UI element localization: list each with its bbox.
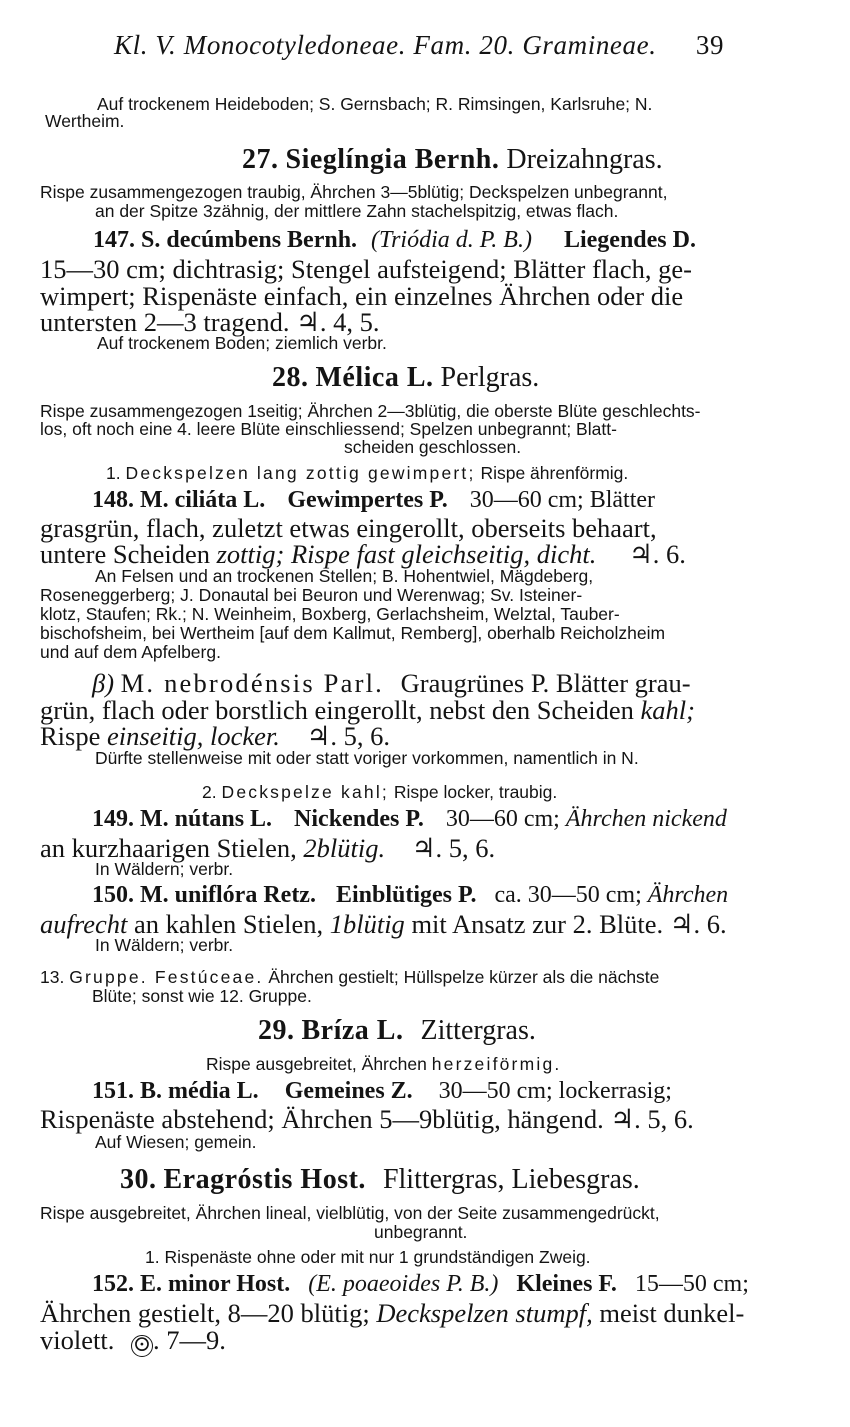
species-common-name: Gewimpertes P. — [287, 487, 448, 513]
text-span: . 7—9. — [152, 1325, 226, 1355]
text-line: los, oft noch eine 4. leere Blüte einschliessend; Spelzen unbegrannt; Blatt- — [40, 419, 617, 439]
key-number: 1. — [106, 463, 121, 483]
species-synonym: (Triódia d. P. B.) — [371, 227, 532, 253]
species-common-name: Liegendes D. — [563, 227, 696, 253]
species-description: 15—50 cm; — [634, 1271, 749, 1297]
text-span: violett. — [40, 1325, 115, 1355]
species-id: 147. S. decúmbens Bernh. — [93, 227, 358, 253]
text-span: Rispe — [40, 721, 101, 751]
text-line: In Wäldern; verbr. — [95, 935, 234, 955]
species-common-name: Kleines F. — [516, 1271, 617, 1297]
text-line: grasgrün, flach, zuletzt etwas eingerollt, oberseits behaart, — [40, 513, 657, 543]
text-span: an kahlen Stielen, — [133, 909, 324, 939]
species-heading-147 — [93, 227, 696, 254]
key-spaced-text: Deckspelzen lang zottig gewimpert; — [125, 463, 476, 483]
text-span-italic: 2blütig. — [303, 833, 386, 863]
species-heading-152 — [92, 1271, 749, 1298]
key-line-3: 1. Rispenäste ohne oder mit nur 1 grundständigen Zweig. — [145, 1247, 591, 1267]
text-line: bischofsheim, bei Wertheim [auf dem Kallmut, Remberg], oberhalb Reicholzheim — [40, 623, 666, 643]
text-line: untersten 2—3 tragend. ♃. 4, 5. — [40, 307, 380, 337]
genus-common-name: Perlgras. — [440, 362, 540, 393]
text-span-italic: 1blütig — [329, 909, 405, 939]
variety-name: M. nebrodénsis Parl. — [120, 668, 384, 698]
species-id: 148. M. ciliáta L. — [92, 487, 266, 513]
genus-number: 28. — [272, 362, 309, 393]
genus-heading-28 — [272, 362, 539, 394]
key-spaced-text: Deckspelze kahl; — [221, 782, 389, 802]
text-span: mit Ansatz zur 2. Blüte. ♃. 6. — [411, 909, 727, 939]
text-line: Roseneggerberg; J. Donautal bei Beuron und Werenwag; Sv. Isteiner- — [40, 585, 583, 605]
text-line: Rispe ausgebreitet, Ährchen lineal, vielblütig, von der Seite zusammengedrückt, — [40, 1203, 660, 1223]
text-line: Blüte; sonst wie 12. Gruppe. — [92, 986, 312, 1006]
key-line-1 — [106, 463, 628, 484]
text-span: untere Scheiden — [40, 539, 210, 569]
key-line-2 — [202, 782, 557, 803]
species-heading-151 — [92, 1078, 672, 1105]
genus-number: 27. — [242, 144, 279, 175]
variety-mark: β) — [92, 668, 115, 698]
group-heading-13 — [40, 967, 659, 988]
variety-description: Graugrünes P. Blätter grau- — [400, 668, 691, 698]
text-span: meist dunkel- — [599, 1298, 745, 1328]
genus-name: Mélica L. — [315, 362, 434, 393]
species-id: 151. B. média L. — [92, 1078, 259, 1104]
text-line — [40, 1325, 226, 1357]
header-text: Kl. V. Monocotyledoneae. Fam. 20. Gramineae. — [114, 30, 657, 60]
genus-name: Eragróstis Host. — [163, 1164, 366, 1195]
text-line: Dürfte stellenweise mit oder statt voriger vorkommen, namentlich in N. — [95, 748, 639, 768]
species-common-name: Einblütiges P. — [335, 882, 477, 908]
text-span-italic: zottig; Rispe fast gleichseitig, dicht. — [216, 539, 597, 569]
annual-plant-symbol-icon: ⊙ — [132, 1331, 152, 1356]
species-heading-150 — [92, 882, 728, 909]
text-span: Rispe ausgebreitet, Ährchen — [206, 1054, 427, 1074]
text-line: Auf trockenem Heideboden; S. Gernsbach; R. Rimsingen, Karlsruhe; N. — [97, 94, 653, 114]
text-span-italic: kahl; — [640, 695, 695, 725]
text-line: Auf trockenem Boden; ziemlich verbr. — [97, 333, 387, 353]
text-span: Ährchen gestielt, 8—20 blütig; — [40, 1298, 370, 1328]
text-line: wimpert; Rispenäste einfach, ein einzelnes Ährchen oder die — [40, 281, 684, 311]
species-id: 152. E. minor Host. — [92, 1271, 291, 1297]
text-line: Rispe zusammengezogen traubig, Ährchen 3—5blütig; Deckspelzen unbegrannt, — [40, 182, 668, 202]
species-id: 149. M. nútans L. — [92, 806, 273, 832]
text-line: Rispe zusammengezogen 1seitig; Ährchen 2—3blütig, die oberste Blüte geschlechts- — [40, 401, 701, 421]
text-line: unbegrannt. — [374, 1222, 468, 1242]
text-span: ♃. 6. — [629, 539, 686, 569]
genus-heading-29 — [258, 1015, 536, 1047]
genus-number: 29. — [258, 1015, 295, 1046]
text-line: klotz, Staufen; Rk.; N. Weinheim, Boxberg, Gerlachsheim, Welztal, Tauber- — [40, 604, 620, 624]
species-description-italic: Ährchen nickend — [565, 806, 727, 832]
species-heading-149 — [92, 806, 727, 833]
key-number: 2. — [202, 782, 217, 802]
genus-heading-30 — [120, 1164, 640, 1196]
genus-heading-27 — [242, 144, 663, 176]
key-text: Rispe ährenförmig. — [480, 463, 629, 483]
text-line: und auf dem Apfelberg. — [40, 642, 221, 662]
text-line: Rispenäste abstehend; Ährchen 5—9blütig, hängend. ♃. 5, 6. — [40, 1104, 694, 1134]
text-span: grün, flach oder borstlich eingerollt, nebst den Scheiden — [40, 695, 634, 725]
text-line: an der Spitze 3zähnig, der mittlere Zahn stachelspitzig, etwas flach. — [95, 201, 619, 221]
species-synonym: (E. poaeoides P. B.) — [308, 1271, 499, 1297]
species-common-name: Gemeines Z. — [284, 1078, 413, 1104]
text-span: ♃. 5, 6. — [306, 721, 390, 751]
genus-number: 30. — [120, 1164, 157, 1195]
text-line: In Wäldern; verbr. — [95, 859, 234, 879]
text-line: scheiden geschlossen. — [344, 437, 522, 457]
species-description: 30—60 cm; Blätter — [469, 487, 656, 513]
text-span-italic: aufrecht — [40, 909, 128, 939]
page-number: 39 — [695, 30, 725, 60]
text-line — [206, 1054, 561, 1075]
text-span-italic: Deckspelzen stumpf, — [376, 1298, 593, 1328]
species-heading-148 — [92, 487, 655, 514]
species-id: 150. M. uniflóra Retz. — [92, 882, 316, 908]
species-common-name: Nickendes P. — [294, 806, 424, 832]
text-line: Auf Wiesen; gemein. — [95, 1132, 257, 1152]
species-description: 30—60 cm; — [445, 806, 560, 832]
species-description: ca. 30—50 cm; — [494, 882, 642, 908]
text-span: ♃. 5, 6. — [411, 833, 496, 863]
genus-common-name: Dreizahngras. — [506, 144, 663, 175]
text-span: an kurzhaarigen Stielen, — [40, 833, 297, 863]
text-line: Wertheim. — [45, 111, 125, 131]
genus-common-name: Flittergras, Liebesgras. — [382, 1164, 640, 1195]
species-description: 30—50 cm; lockerrasig; — [438, 1078, 672, 1104]
group-spaced-text: Gruppe. Festúceae. — [69, 967, 264, 987]
text-span-spaced: herzeiförmig. — [431, 1054, 562, 1074]
key-text: Rispe locker, traubig. — [393, 782, 558, 802]
running-header — [114, 30, 724, 61]
group-number: 13. — [40, 967, 65, 987]
text-line: 15—30 cm; dichtrasig; Stengel aufsteigend; Blätter flach, ge- — [40, 254, 693, 284]
text-line: An Felsen und an trockenen Stellen; B. Hohentwiel, Mägdeberg, — [95, 566, 594, 586]
text-span-italic: einseitig, locker. — [107, 721, 280, 751]
genus-common-name: Zittergras. — [420, 1015, 536, 1046]
genus-name: Bríza L. — [301, 1015, 404, 1046]
species-description-italic: Ährchen — [647, 882, 729, 908]
genus-name: Sieglíngia Bernh. — [285, 144, 500, 175]
group-text: Ährchen gestielt; Hüllspelze kürzer als die nächste — [268, 967, 660, 987]
